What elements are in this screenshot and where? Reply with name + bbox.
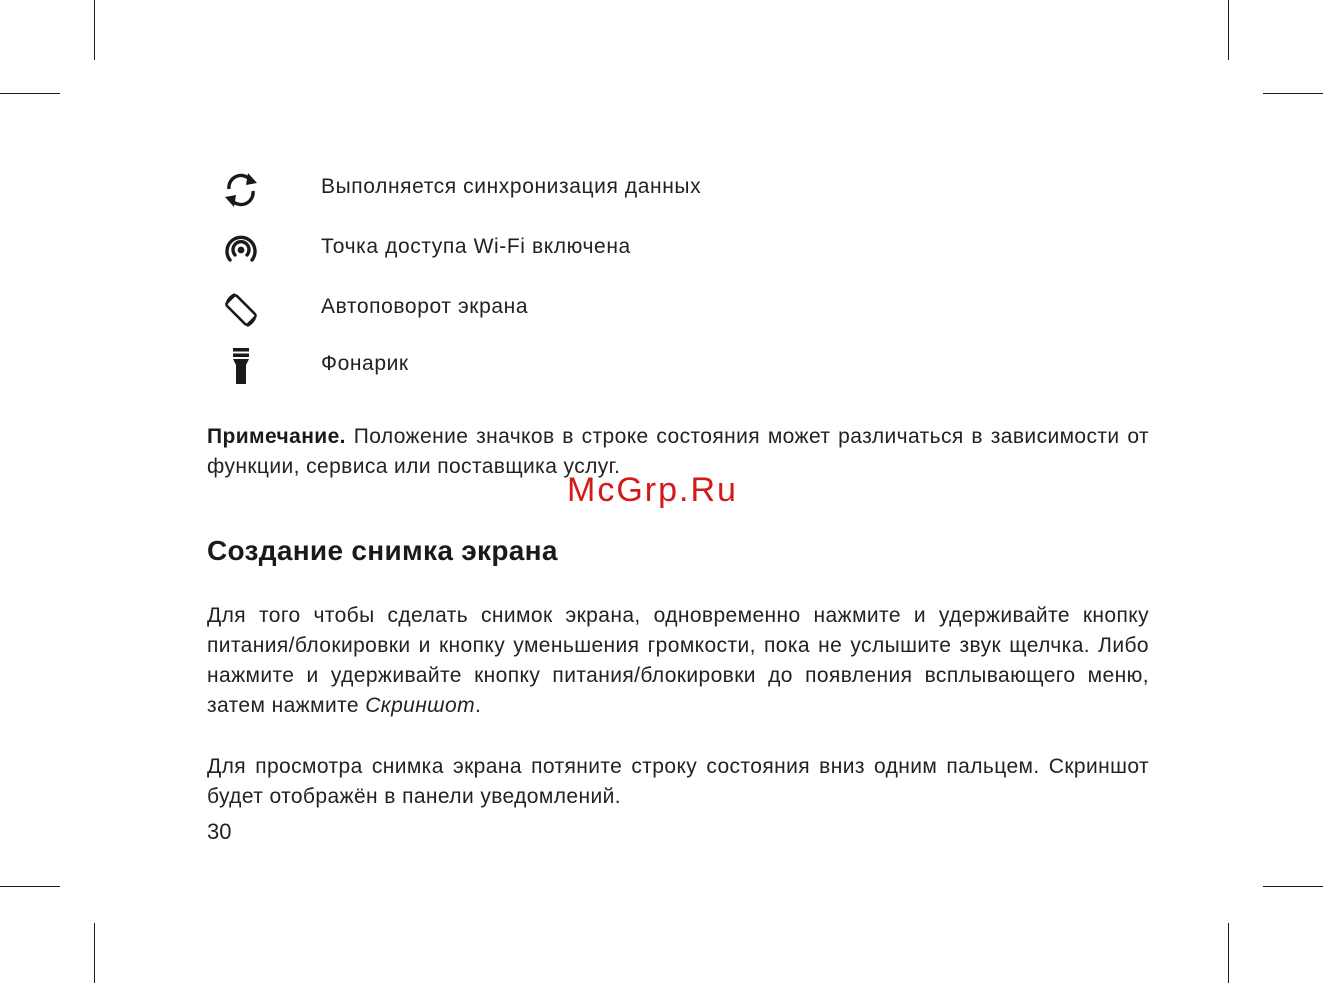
crop-mark bbox=[94, 923, 95, 983]
paragraph-end: . bbox=[475, 694, 482, 717]
status-icon-row-rotate bbox=[215, 290, 915, 334]
screenshot-instructions-paragraph bbox=[207, 601, 1149, 721]
page-number: 30 bbox=[207, 819, 232, 844]
status-icon-label: Выполняется синхронизация данных bbox=[321, 175, 702, 198]
watermark: McGrp.Ru bbox=[567, 471, 738, 509]
crop-mark bbox=[94, 0, 95, 60]
view-screenshot-paragraph: Для просмотра снимка экрана потяните строку состояния вниз одним пальцем. Скриншот будет отображён в панели уведомлений. bbox=[207, 755, 1149, 808]
crop-mark bbox=[1263, 93, 1323, 94]
note-label: Примечание. bbox=[207, 425, 346, 448]
crop-mark bbox=[0, 886, 60, 887]
status-icon-label: Точка доступа Wi-Fi включена bbox=[321, 235, 631, 258]
status-icon-label: Фонарик bbox=[321, 352, 409, 375]
section-title: Создание снимка экрана bbox=[207, 535, 558, 566]
status-icon-row-hotspot bbox=[215, 230, 915, 274]
status-icon-row-sync bbox=[215, 170, 915, 214]
status-icon-label: Автоповорот экрана bbox=[321, 295, 529, 318]
crop-mark bbox=[1263, 886, 1323, 887]
crop-mark bbox=[1228, 923, 1229, 983]
auto-rotate-icon bbox=[221, 290, 261, 330]
paragraph-text: Для того чтобы сделать снимок экрана, одновременно нажмите и удерживайте кнопку питания/блокировки и кнопку уменьшения громкости, пока не услышите звук щелчка. Либо нажмите и удерживайте кнопку питания/блокировки до появления всплывающего меню, затем нажмите bbox=[207, 604, 1149, 717]
note-text: Положение значков в строке состояния может различаться в зависимости от функции, сервиса или поставщика услуг. bbox=[207, 425, 1149, 478]
screenshot-menu-item-term: Скриншот bbox=[365, 694, 475, 717]
crop-mark bbox=[0, 93, 60, 94]
sync-icon bbox=[221, 170, 261, 210]
crop-mark bbox=[1228, 0, 1229, 60]
status-icon-row-flashlight bbox=[215, 347, 915, 391]
flashlight-icon bbox=[221, 347, 261, 387]
wifi-hotspot-icon bbox=[221, 230, 261, 270]
